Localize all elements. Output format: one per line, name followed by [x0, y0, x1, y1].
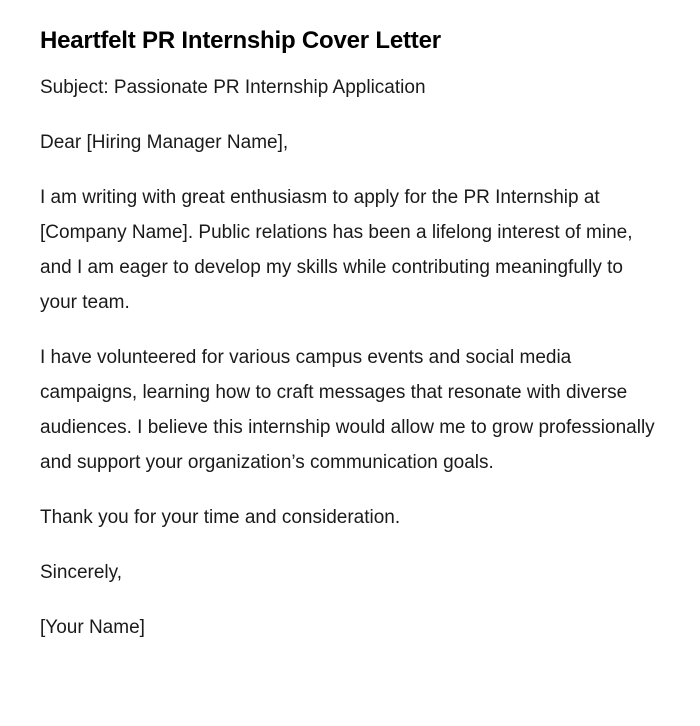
- body-paragraph-2: I have volunteered for various campus events and social media campaigns, learning how to craft messages that resonate with diverse audiences. I believe this internship would allow me to grow professionally and support your organization’s communication goals.: [40, 347, 655, 473]
- page-title: Heartfelt PR Internship Cover Letter: [40, 27, 441, 54]
- closing-line: Sincerely,: [40, 562, 123, 583]
- body-paragraph-1: I am writing with great enthusiasm to apply for the PR Internship at [Company Name]. Public relations has been a lifelong interest of mine, and I am eager to develop my skills while contributing meaningfully to your team.: [40, 187, 633, 313]
- thanks-line: Thank you for your time and consideration.: [40, 507, 401, 528]
- salutation: Dear [Hiring Manager Name],: [40, 132, 289, 153]
- subject-line: Subject: Passionate PR Internship Application: [40, 77, 426, 98]
- signature: [Your Name]: [40, 617, 145, 638]
